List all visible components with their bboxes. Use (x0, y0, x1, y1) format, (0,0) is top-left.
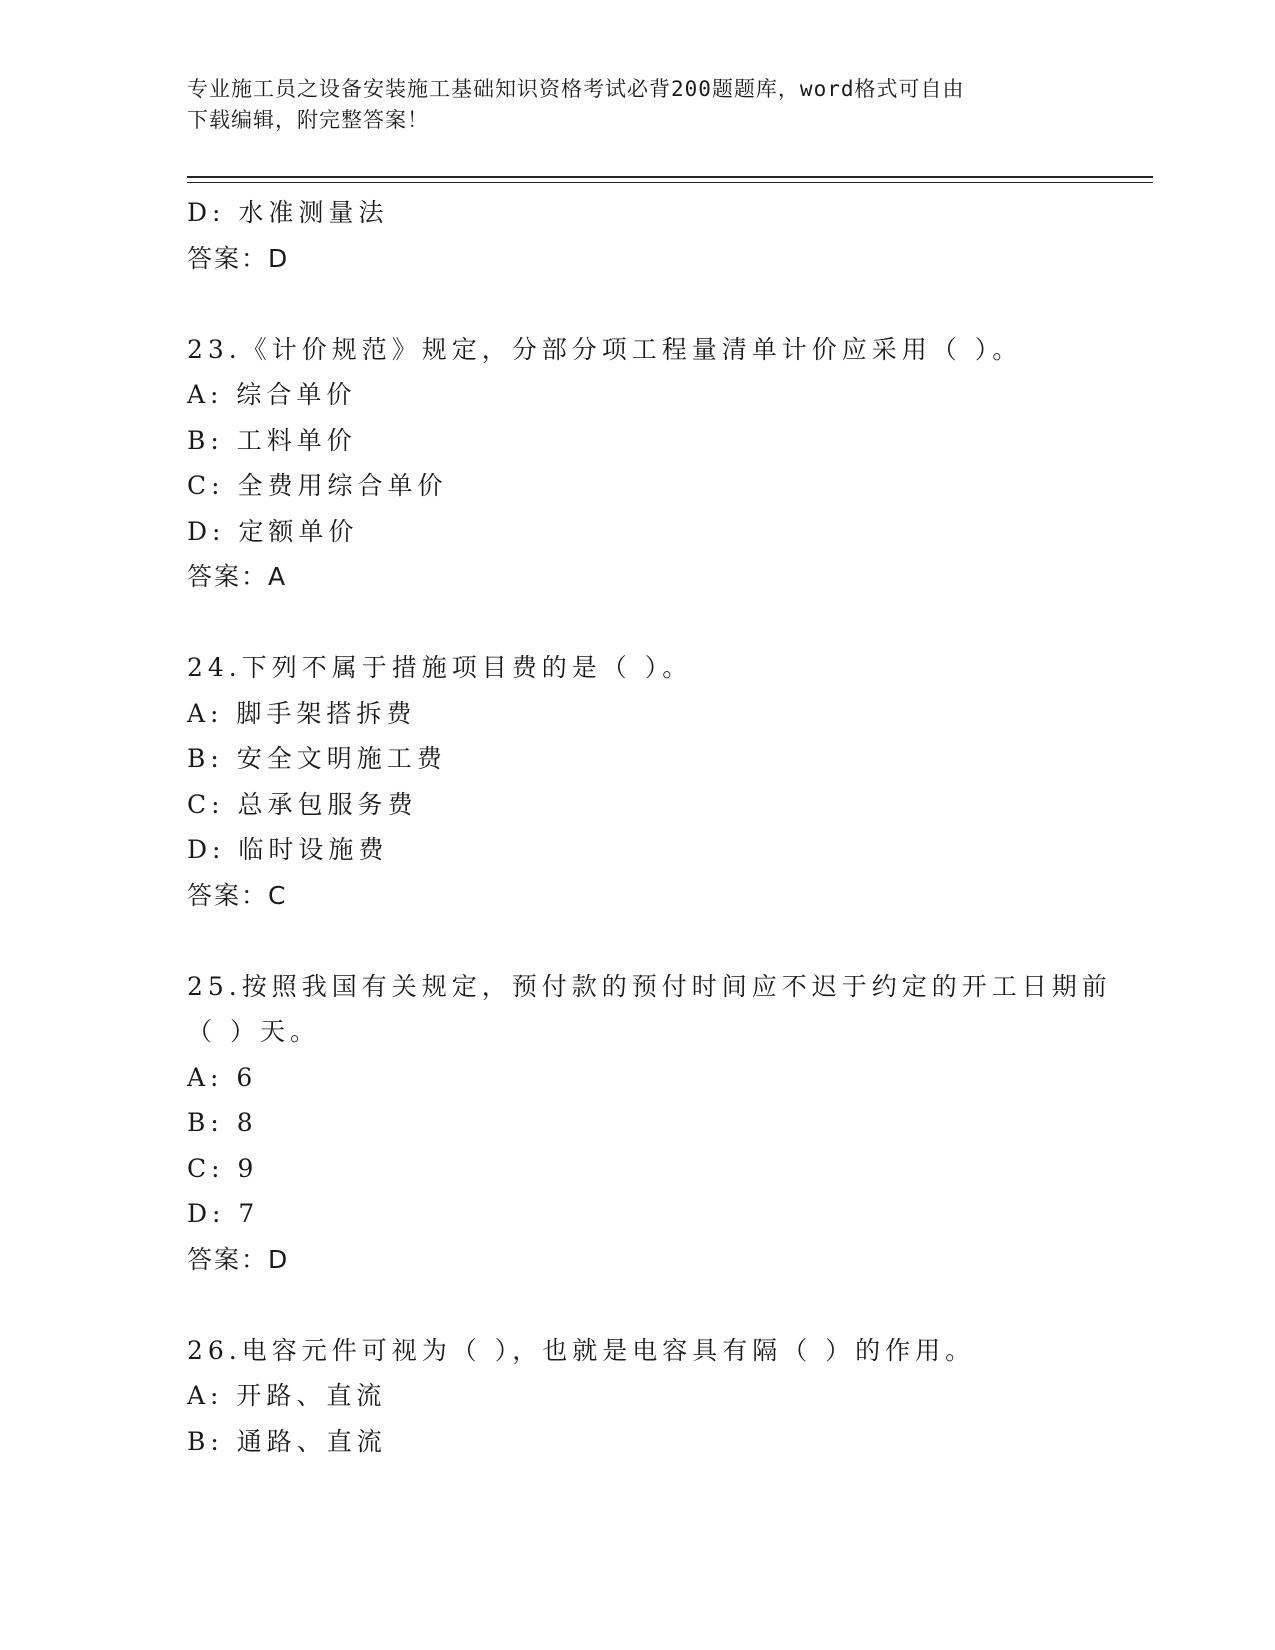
option-c: C: 全费用综合单价 (187, 471, 448, 500)
question-stem: 25.按照我国有关规定，预付款的预付时间应不迟于约定的开工日期前 (187, 971, 1112, 1001)
header-line-1: 专业施工员之设备安装施工基础知识资格考试必背200题题库，word格式可自由 (187, 77, 965, 101)
header-divider-thin (187, 182, 1153, 183)
question-block (187, 190, 1087, 281)
spacer (187, 600, 1087, 646)
header-line-2: 下载编辑，附完整答案！ (187, 108, 429, 132)
question-block (187, 964, 1112, 1283)
option-a: A: 脚手架搭拆费 (187, 698, 417, 728)
option-a: A: 综合单价 (187, 380, 357, 409)
question-block (187, 1328, 1087, 1465)
option-c: C: 总承包服务费 (187, 789, 418, 819)
question-block (187, 645, 1087, 918)
spacer (187, 1282, 1087, 1328)
option-a: A: 6 (187, 1062, 258, 1092)
option-d: D: 水准测量法 (187, 198, 389, 227)
question-stem-continued: （ ）天。 (187, 1017, 320, 1046)
option-d: D: 定额单价 (187, 516, 359, 546)
question-list (187, 190, 1112, 1464)
option-b: B: 8 (187, 1108, 258, 1137)
question-stem: 23.《计价规范》规定，分部分项工程量清单计价应采用（ ）。 (187, 334, 1023, 364)
option-b: B: 安全文明施工费 (187, 744, 447, 773)
option-d: D: 临时设施费 (187, 835, 389, 864)
spacer (187, 281, 1087, 327)
answer: 答案：A (187, 562, 288, 591)
option-a: A: 开路、直流 (187, 1381, 387, 1410)
spacer (187, 918, 1087, 964)
option-b: B: 工料单价 (187, 425, 357, 455)
question-stem: 24.下列不属于措施项目费的是（ ）。 (187, 653, 693, 682)
answer: 答案：D (187, 1244, 290, 1274)
question-stem: 26.电容元件可视为（ ），也就是电容具有隔（ ）的作用。 (187, 1335, 976, 1365)
option-b: B: 通路、直流 (187, 1426, 387, 1456)
question-block (187, 327, 1087, 600)
document-header (187, 74, 1067, 136)
option-d: D: 7 (187, 1199, 260, 1228)
option-c: C: 9 (187, 1153, 259, 1183)
answer: 答案：D (187, 243, 290, 273)
answer: 答案：C (187, 880, 288, 910)
header-divider-thick (187, 176, 1153, 178)
